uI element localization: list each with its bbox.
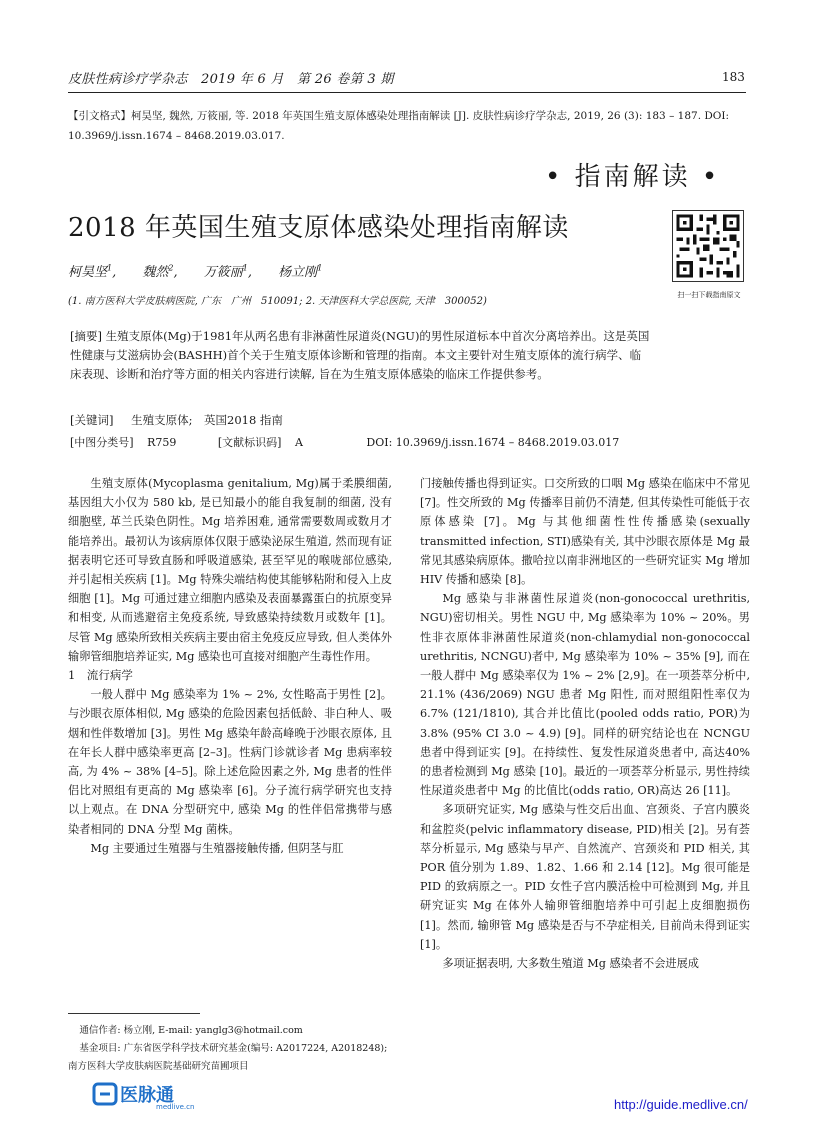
paragraph: 一般人群中 Mg 感染率为 1% ~ 2%, 女性略高于男性 [2]。与沙眼衣原体相似, Mg 感染的危险因素包括低龄、非白种人、吸烟和性伴数增加 [3]。男性 Mg 感染年龄高峰晚于沙眼衣原体, 且在年长人群中感染率更高 [2–3]。性病门诊就诊者 Mg 患病率较高, 为 4% ~ 38% [4–5]。除上述危险因素之外, Mg 患者的性伴侣比对照组有更高的 Mg 感染率 [6]。分子流行病学研究也支持以上观点。在 DNA 分型研究中, 感染 Mg 的性伴侣常携带与感染者相同的 DNA 分型 Mg 菌株。	[68, 688, 392, 836]
qr-caption: 扫一扫下载指南原文	[677, 291, 741, 299]
footnote-rule	[68, 1013, 200, 1014]
author-2: 魏然$^2$,	[142, 263, 178, 280]
author-4: 杨立刚$^1$	[278, 263, 323, 280]
footnotes	[68, 1022, 392, 1076]
page-number: 183	[722, 70, 745, 84]
abstract	[70, 327, 650, 384]
paragraph: Mg 主要通过生殖器与生殖器接触传播, 但阴茎与肛	[90, 841, 344, 855]
author-1: 柯昊坚$^1$,	[68, 263, 117, 280]
paragraph: 多项证据表明, 大多数生殖道 Mg 感染者不会进展成	[442, 957, 699, 971]
header-rule	[68, 92, 746, 93]
clc-value: R759	[147, 436, 177, 449]
doi: DOI: 10.3969/j.issn.1674 – 8468.2019.03.017	[366, 436, 620, 449]
running-header: 皮肤性病诊疗学杂志 2019 年 6 月 第 26 卷第 3 期	[68, 72, 394, 87]
keywords	[70, 412, 283, 428]
doc-code-value: A	[294, 436, 303, 449]
medlive-logo	[92, 1080, 222, 1110]
keywords-label: [关键词]	[70, 413, 114, 427]
body-column-right	[420, 474, 750, 973]
body-column-left	[68, 474, 392, 858]
author-3: 万筱丽$^1$,	[203, 263, 253, 280]
paragraph: 门接触传播也得到证实。口交所致的口咽 Mg 感染在临床中不常见 [7]。性交所致的 Mg 传播率目前仍不清楚, 但其传染性可能低于衣原体感染 [7]。Mg 与其他细菌性性传播感染(sexually transmitted infection, STI)感染有关, 其中沙眼衣原体是 Mg 最常见其感染病原体。撒哈拉以南非洲地区的一些研究证实 Mg 增加 HIV 传播和感染 [8]。	[420, 477, 750, 587]
website-link[interactable]: http://guide.medlive.cn/	[614, 1097, 748, 1112]
clc-label: [中图分类号]	[70, 436, 134, 449]
qr-code-icon[interactable]	[672, 210, 744, 282]
classification-line	[70, 434, 690, 450]
doc-code-label: [文献标识码]	[217, 436, 282, 449]
paragraph: 生殖支原体(Mycoplasma genitalium, Mg)属于柔膜细菌, 基因组大小仅为 580 kb, 是已知最小的能自我复制的细菌, 没有细胞壁, 革兰氏染色阴性。Mg 培养困难, 通常需要数周或数月才能培养出。最初认为该病原体仅限于感染泌尿生殖道, 然而现有证据表明它还可导致直肠和呼吸道感染, 甚至罕见的喉咙部位感染, 并引起相关疾病 [1]。Mg 特殊尖端结构使其能够粘附和侵入上皮细胞 [1]。Mg 可通过建立细胞内感染及表面暴露蛋白的抗原变异和相变, 从而逃避宿主免疫系统, 导致感染持续数月或数年 [1]。尽管 Mg 感染所致相关疾病主要由宿主免疫反应导致, 但人类体外输卵管细胞培养证实, Mg 感染也可直接对细胞产生毒性作用。	[68, 477, 392, 663]
article-title: 2018 年英国生殖支原体感染处理指南解读	[68, 213, 569, 243]
section-label: • 指南解读 •	[545, 162, 721, 192]
citation-format: 【引文格式】柯昊坚, 魏然, 万筱丽, 等. 2018 年英国生殖支原体感染处理指南解读 [J]. 皮肤性病诊疗学杂志, 2019, 26 (3): 183 – 187. DOI: 10.3969/j.issn.1674 – 8468.2019.03.017.	[68, 110, 730, 142]
abstract-text: 生殖支原体(Mg)于1981年从两名患有非淋菌性尿道炎(NGU)的男性尿道标本中首次分离培养出。这是英国性健康与艾滋病协会(BASHH)首个关于生殖支原体诊断和管理的指南。本文主要针对生殖支原体的流行病学、临床表现、诊断和治疗等方面的相关内容进行读解, 旨在为生殖支原体感染的临床工作提供参考。	[70, 329, 650, 381]
qr-code-block[interactable]	[670, 210, 748, 300]
section-heading-epidemiology: 1 流行病学	[68, 668, 133, 683]
abstract-label: [摘要]	[70, 329, 102, 343]
logo-text-cn: 医脉通	[120, 1085, 174, 1106]
author-list	[68, 261, 344, 280]
keywords-text: 生殖支原体; 英国2018 指南	[131, 413, 283, 427]
affiliations: (1. 南方医科大学皮肤病医院, 广东 广州 510091; 2. 天津医科大学总医院, 天津 300052)	[68, 296, 487, 307]
paragraph: Mg 感染与非淋菌性尿道炎(non-gonococcal urethritis, NGU)密切相关。男性 NGU 中, Mg 感染率为 10% ~ 20%。男性非衣原体非淋菌性尿道炎(non-chlamydial non-gonococcal urethritis, NCNGU)者中, Mg 感染率为 10% ~ 35% [9], 而在一般人群中 Mg 感染率仅为 1% ~ 2% [2,9]。在一项荟萃分析中, 21.1% (436/2069) NGU 患者 Mg 阳性, 而对照组阳性率仅为 6.7% (121/1810), 其合并比值比(pooled odds ratio, POR)为 3.8% (95% CI 3.0 ~ 4.9) [9]。同样的研究结论也在 NCNGU 患者中得到证实 [9]。在持续性、复发性尿道炎患者中, 高达40%的患者检测到 Mg 感染 [10]。最近的一项荟萃分析显示, 男性持续性尿道炎患者中 Mg 的比值比(odds ratio, OR)高达 26 [11]。	[420, 592, 750, 798]
logo-text-en: medlive.cn	[156, 1103, 195, 1110]
paragraph: 多项研究证实, Mg 感染与性交后出血、宫颈炎、子宫内膜炎和盆腔炎(pelvic inflammatory disease, PID)相关 [2]。另有荟萃分析显示, Mg 感染与早产、自然流产、宫颈炎和 PID 相关, 其 POR 值分别为 1.89、1.82、1.66 和 2.14 [12]。Mg 很可能是 PID 的致病原之一。PID 女性子宫内膜活检中可检测到 Mg, 并且研究证实 Mg 在体外人输卵管细胞培养中可引起上皮细胞损伤 [1]。然而, 输卵管 Mg 感染是否与不孕症相关, 目前尚未得到证实 [1]。	[420, 803, 750, 951]
corresponding-author: 通信作者: 杨立刚, E-mail: yanglg3@hotmail.com	[79, 1025, 303, 1036]
funding-note: 基金项目: 广东省医学科学技术研究基金(编号: A2017224, A2018248); 南方医科大学皮肤病医院基础研究苗圃项目	[68, 1043, 388, 1072]
